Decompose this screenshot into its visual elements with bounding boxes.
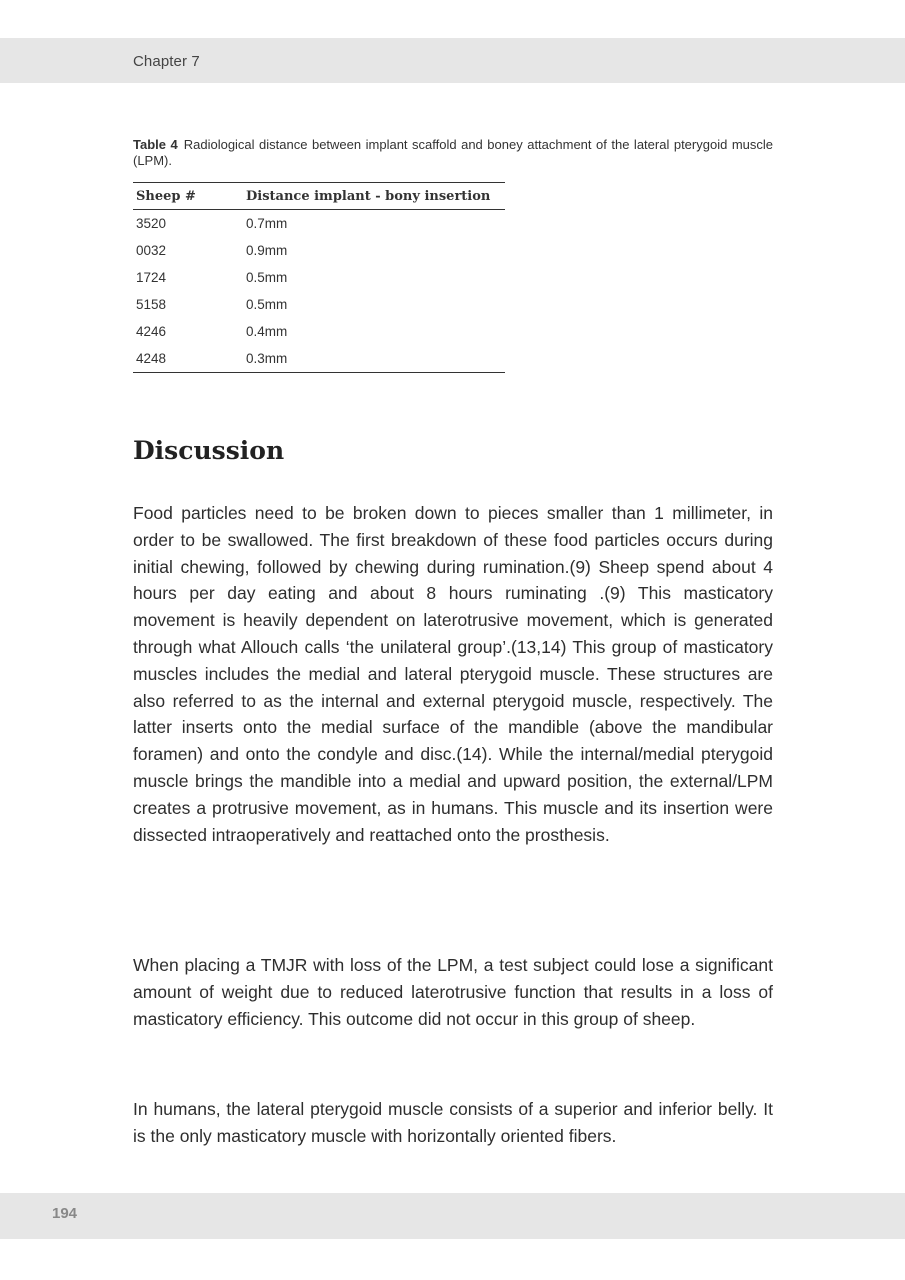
sheep-id-cell: 0032 (136, 243, 167, 258)
table-caption-text: Radiological distance between implant scaffold and boney attachment of the lateral pterygoid muscle (LPM). (133, 137, 774, 168)
distance-cell: 0.3mm (243, 345, 505, 373)
sheep-id-cell: 4246 (136, 324, 167, 339)
footer-band (0, 1193, 905, 1239)
distance-cell: 0.9mm (246, 243, 288, 258)
sheep-id-cell: 1724 (136, 270, 167, 285)
column-header-sheep: Sheep # (133, 183, 243, 210)
table-caption (133, 137, 773, 169)
sheep-id-cell: 3520 (136, 216, 167, 231)
chapter-label: Chapter 7 (133, 53, 200, 70)
distance-table (133, 182, 505, 373)
section-heading: Discussion (133, 436, 285, 465)
distance-cell: 0.7mm (246, 216, 288, 231)
sheep-id-cell: 4248 (133, 345, 243, 373)
distance-cell: 0.4mm (246, 324, 288, 339)
table-row (133, 237, 505, 264)
distance-cell: 0.5mm (246, 270, 288, 285)
table-header-row (133, 183, 505, 210)
table-row (133, 345, 505, 373)
distance-cell: 0.5mm (246, 297, 288, 312)
table-row (133, 210, 505, 238)
body-paragraph: When placing a TMJR with loss of the LPM, a test subject could lose a significant amount of weight due to reduced laterotrusive function that results in a loss of masticatory efficiency. This outcome did not occur in this group of sheep. (133, 955, 773, 1029)
page-number: 194 (52, 1205, 78, 1222)
sheep-id-cell: 5158 (136, 297, 167, 312)
body-paragraph: In humans, the lateral pterygoid muscle consists of a superior and inferior belly. It is the only masticatory muscle with horizontally oriented fibers. (133, 1099, 773, 1146)
table-label: Table 4 (133, 137, 178, 152)
table-row (133, 318, 505, 345)
table-row (133, 264, 505, 291)
column-header-distance: Distance implant - bony insertion (243, 183, 505, 210)
table-row (133, 291, 505, 318)
body-paragraph: Food particles need to be broken down to pieces smaller than 1 millimeter, in order to be swallowed. The first breakdown of these food particles occurs during initial chewing, followed by chewing during rumination.(9) Sheep spend about 4 hours per day eating and about 8 hours ruminating .(9) This masticatory movement is heavily dependent on laterotrusive movement, which is generated through what Allouch calls ‘the unilateral group’.(13,14) This group of masticatory muscles includes the medial and lateral pterygoid muscle. These structures are also referred to as the internal and external pterygoid muscle, respectively. The latter inserts onto the medial surface of the mandible (above the mandibular foramen) and onto the condyle and disc.(14). While the internal/medial pterygoid muscle brings the mandible into a medial and upward position, the external/LPM creates a protrusive movement, as in humans. This muscle and its insertion were dissected intraoperatively and reattached onto the prosthesis. (133, 503, 773, 845)
